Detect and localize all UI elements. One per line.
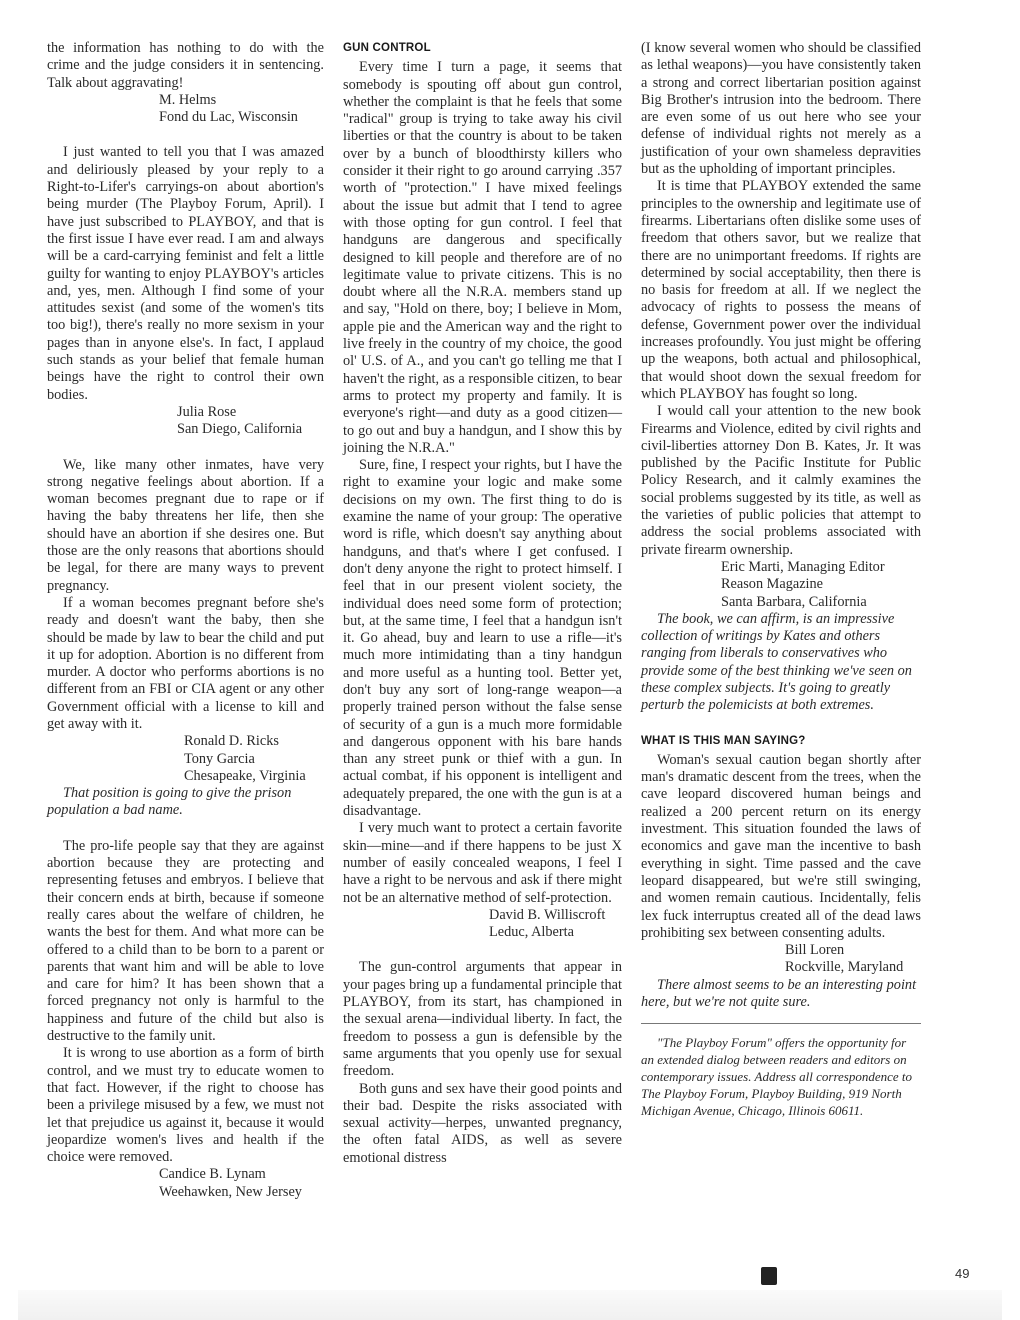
signature <box>343 907 622 942</box>
editor-reply: There almost seems to be an interesting point here, but we're not quite sure. <box>641 976 917 1011</box>
signature-place: San Diego, California <box>177 421 303 438</box>
letter-text: (I know several women who should be classified as lethal weapons)—you have consistently taken a strong and correct libertarian position against Big Brother's intrusion into the bedroom. There are even some of us out here who see your defense of individual rights not merely as a justification of your own shameless depravities but as the upholding of important principles. <box>641 40 921 178</box>
signature-name: Candice B. Lynam <box>159 1166 266 1183</box>
signature-name: Ronald D. Ricks <box>184 733 279 750</box>
letter-text: It is time that PLAYBOY extended the same principles to the ownership and legitimate use of firearms. Libertarians often dislike some uses of freedom that others savor, but we realize that there are no unimportant freedoms. If rights are determined by social acceptability, then there is no basis for freedom at all. If we neglect the advocacy of rights to possess the means of defense, Government power over the individual increases profoundly. You just might be offering up the weapons, both actual and philosophical, that would shoot down the sexual freedom for which PLAYBOY has fought so long. <box>641 178 921 402</box>
playboy-bunny-icon <box>761 1267 777 1285</box>
column-2 <box>343 40 622 1167</box>
letter-text: Woman's sexual caution began shortly after man's dramatic descent from the trees, when the cave leopard discovered human beings and realized a 200 percent return on its energy investment. This situation founded the laws of economics and gave man the incentive to bash everything in sight. Time passed and the cave leopard disappeared, but we're still swinging, and women remain cautious. Incidentally, felis lex fuck interruptus created all of the dead laws prohibiting sex between consenting adults. <box>641 751 921 941</box>
signature <box>47 1166 324 1201</box>
column-3 <box>641 40 921 1119</box>
letter-text: If a woman becomes pregnant before she's ready and doesn't want the baby, then she should be made by law to bear the child and put it up for adoption. Abortion is no different from murder. A doctor who performs abortions is no different from an FBI or CIA agent or any other Government official with a license to kill and get away with it. <box>47 594 324 732</box>
letter-text: We, like many other inmates, have very strong negative feelings about abortion. If a woman becomes pregnant due to rape or if having the baby threatens her life, then she should have an abortion if she desires one. But those are the only reasons that abortions should be legal, for there are many ways to prevent pregnancy. <box>47 456 324 594</box>
signature <box>641 942 921 977</box>
signature-place: Fond du Lac, Wisconsin <box>159 109 298 126</box>
divider <box>641 1023 921 1024</box>
editor-reply: That position is going to give the prison population a bad name. <box>47 785 292 819</box>
signature-name: M. Helms <box>159 91 217 108</box>
signature-name: Tony Garcia <box>184 750 255 767</box>
letter-text: I would call your attention to the new book Firearms and Violence, edited by civil rights and civil-liberties attorney Don B. Kates, Jr. It was published by the Pacific Institute for Public Policy Research, and it calmly examines the social problems suggested by its title, as well as the varieties of public policies that attempt to address the social problems associated with private firearm ownership. <box>641 403 921 558</box>
signature-publication: Reason Magazine <box>721 576 824 593</box>
letter-text: The gun-control arguments that appear in your pages bring up a fundamental principle that PLAYBOY, from its start, has championed in the sexual arena—individual liberty. In fact, the freedom to possess a gun is defensible by the same arguments that you openly use for sexual freedom. <box>343 959 622 1080</box>
letter-text: I very much want to protect a certain favorite skin—mine—and if there happens to be just X number of easily concealed weapons, I feel I have a right to be nervous and ask if there might not be an alternative method of self-protection. <box>343 820 622 906</box>
signature-place: Santa Barbara, California <box>721 593 867 610</box>
page-number: 49 <box>955 1266 970 1281</box>
signature-name: Bill Loren <box>785 942 845 959</box>
page-bottom-edge <box>18 1290 1002 1320</box>
signature-name: Eric Marti, Managing Editor <box>721 558 885 575</box>
signature <box>47 92 324 127</box>
letter-text: It is wrong to use abortion as a form of birth control, and we must try to educate women to that fact. However, if the right to choose has been a privilege misused by a few, we must not let that prejudice us against it, because it would jeopardize women's lives and health if the choice were removed. <box>47 1045 324 1166</box>
signature-name: David B. Williscroft <box>489 906 606 923</box>
letter-text: I just wanted to tell you that I was amazed and deliriously pleased by your reply to a Right-to-Lifer's carryings-on about abortion's being murder (The Playboy Forum, April). I have just subscribed to PLAYBOY, and that is the first issue I have ever read. I am and always will be a card-carrying feminist and felt a little guilty for wanting to enjoy PLAYBOY's articles and, yes, men. Although I find some of your attitudes sexist (and some of the women's tits too big!), there's really no more sexism in your pages than in anyone else's. In fact, I applaud such stands as your belief that female human beings have the right to control their own bodies. <box>47 144 324 403</box>
section-heading: GUN CONTROL <box>343 42 431 54</box>
signature-place: Chesapeake, Virginia <box>184 767 306 784</box>
signature-place: Weehawken, New Jersey <box>159 1183 302 1200</box>
signature <box>47 404 324 439</box>
signature-place: Rockville, Maryland <box>785 959 904 976</box>
column-1 <box>47 40 324 1201</box>
letter-text: Sure, fine, I respect your rights, but I have the right to examine your logic and make some decisions on my own. The first thing to do is examine the name of your group: The operative word is rifle, which doesn't say anything about handguns, and that's where I get confused. I don't deny anyone the right to protect himself. I feel that in our present violent society, the individual does need some form of protection; but, at the same time, I feel that a handgun isn't it. Go ahead, buy and learn to use a rifle—it's much more intimidating than a tiny handgun and more useful as a hunting tool. Better yet, don't buy any sort of long-range weapon—a properly trained person without the false sense of security of a gun is a much more formidable and dangerous opponent with his bare hands than any street punk or thief with a gun. In actual combat, if his opponent is intelligent and adequately prepared, the one with the gun is at a disadvantage. <box>343 457 622 820</box>
signature <box>641 559 921 611</box>
signature-name: Julia Rose <box>177 403 237 420</box>
editor-reply: The book, we can affirm, is an impressive collection of writings by Kates and others ranging from liberals to conservatives who provide some of the best thinking we've seen on these complex subjects. It's going to greatly perturb the polemicists at both extremes. <box>641 610 912 714</box>
section-heading: WHAT IS THIS MAN SAYING? <box>641 734 806 747</box>
letter-text: Both guns and sex have their good points and their bad. Despite the risks associated with sexual activity—herpes, unwanted pregnancy, the often fatal AIDS, as well as severe emotional distress <box>343 1080 622 1166</box>
signature-place: Leduc, Alberta <box>489 924 574 941</box>
signature <box>47 733 324 785</box>
letter-text: Every time I turn a page, it seems that somebody is spouting off about gun control, whether the complaint is that he feels that some "radical" group is trying to take away his civil liberties or that the country is about to be taken over by a bunch of bloodthirsty killers who consider it their right to go around carrying .357 worth of "protection." I have mixed feelings about the issue but admit that I tend to agree with those opting for gun control. I feel that handguns are dangerous and specifically designed to kill people and therefore are of no legitimate value to private citizens. This is no doubt where all the N.R.A. members stand up and say, "Hold on there, boy; I believe in Mom, apple pie and the American way and the right to live freely in the country of my choice, the good ol' U.S. of A., and you can't go telling me that I haven't the right, as a responsible citizen, to bear arms to protect my property and family. It is everyone's right—and duty as a good citizen—to go out and buy a handgun, and I show this by joining the N.R.A." <box>343 59 622 456</box>
letter-text: the information has nothing to do with the crime and the judge considers it in sentencing. Talk about aggravating! <box>47 40 324 91</box>
forum-footer-note: "The Playboy Forum" offers the opportunity for an extended dialog between readers and editors on contemporary issues. Address all correspondence to The Playboy Forum, Playboy Building, 919 North Michigan Avenue, Chicago, Illinois 60611. <box>641 1035 913 1119</box>
letter-text: The pro-life people say that they are against abortion because they are protecting and representing fetuses and embryos. I believe that their concern ends at birth, because if someone really cares about the welfare of children, he wants the best for them. And what more can be offered to a child than to be born to a parent or parents that want him and will be able to love and care for him? It has been shown that a forced pregnancy not only is harmful to the happiness and future of the child but also is destructive to the family unit. <box>47 837 324 1045</box>
